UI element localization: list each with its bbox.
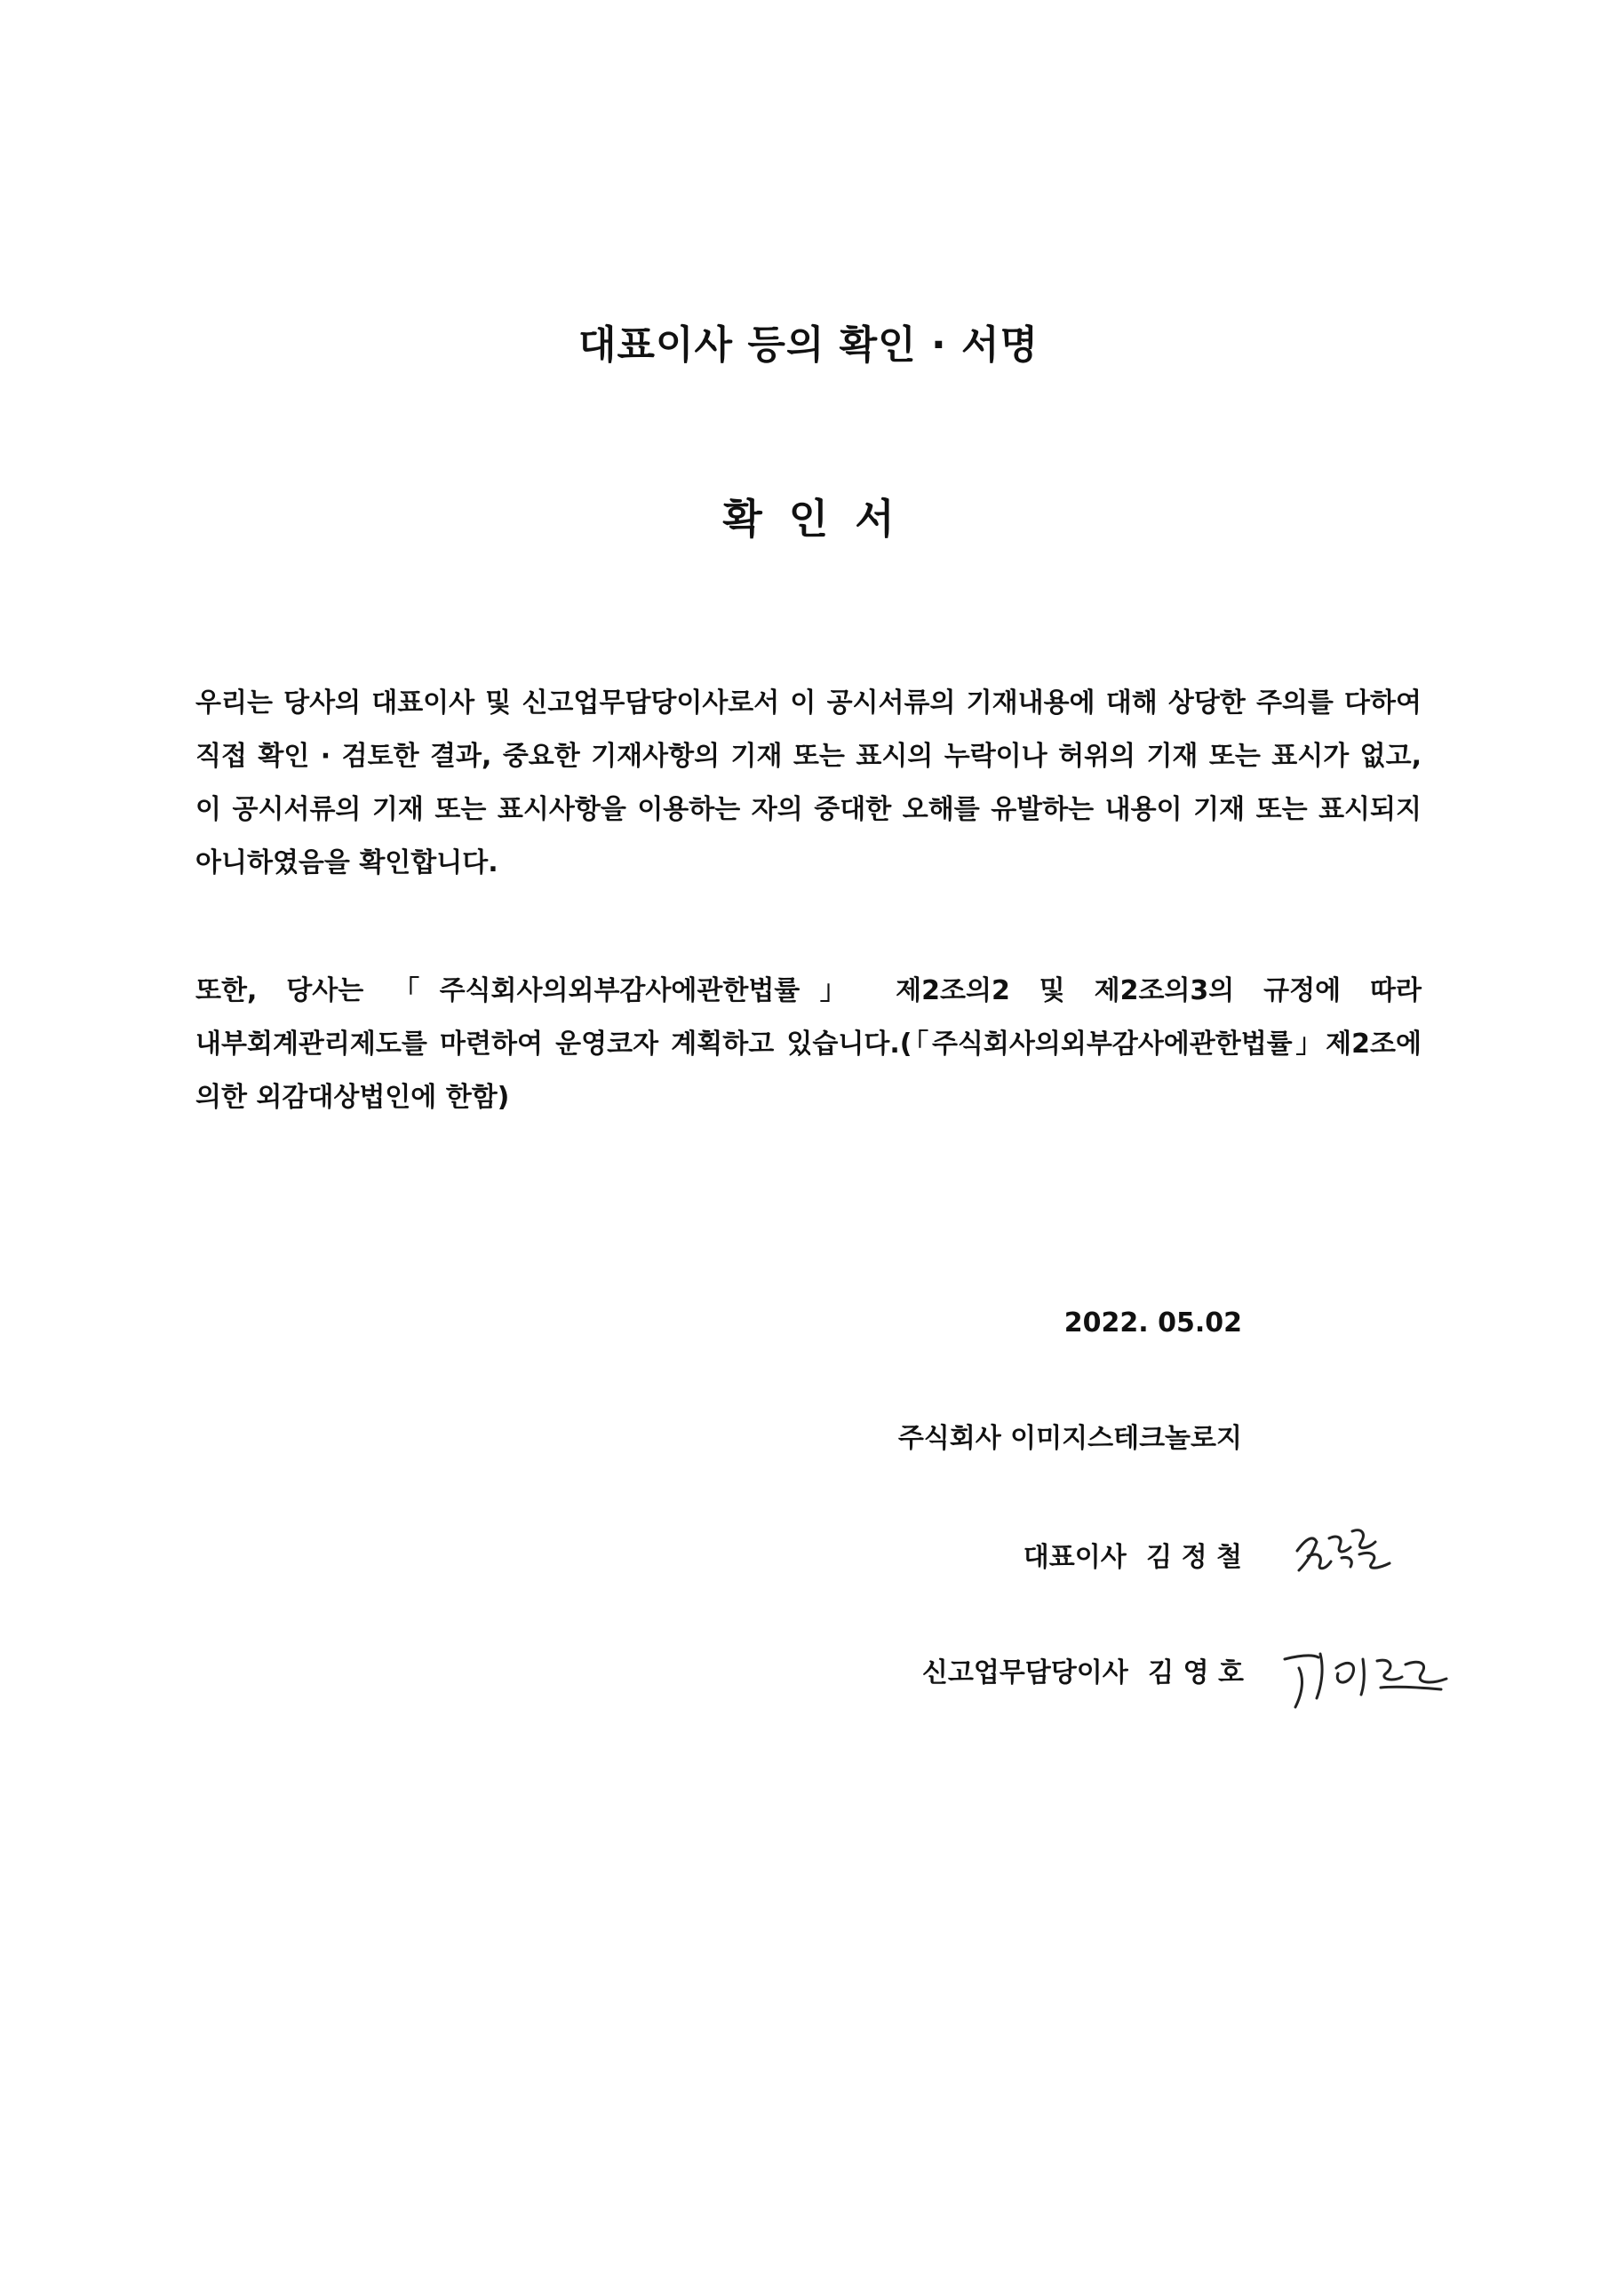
- internal-control-paragraph: 또한, 당사는 「주식회사의외부감사에관한법률」 제2조의2 및 제2조의3의 규정에 따라 내부회계관리제도를 마련하여 운영코자 계획하고 있습니다.(「주식회사의외부감사에관한법률」제2조에 의한 외감대상법인에 한함): [195, 975, 1422, 1113]
- officer-signature: [1272, 1633, 1459, 1718]
- ceo-title: 대표이사: [1023, 1542, 1127, 1573]
- officer-title: 신고업무담당이사: [921, 1657, 1128, 1688]
- ceo-name: 김 정 철: [1146, 1542, 1242, 1573]
- ceo-signer-line: [1024, 1535, 1242, 1574]
- company-name: 주식회사 이미지스테크놀로지: [897, 1423, 1242, 1454]
- document-title: 확 인 서: [722, 495, 895, 543]
- officer-signer-line: [922, 1650, 1244, 1689]
- page-title: 대표이사 등의 확인 · 서명: [578, 322, 1040, 368]
- officer-name: 김 영 호: [1148, 1657, 1244, 1688]
- confirmation-paragraph: 우리는 당사의 대표이사 및 신고업무담당이사로서 이 공시서류의 기재내용에 대해 상당한 주의를 다하여 직접 확인 · 검토한 결과, 중요한 기재사항의 기재 또는 표시의 누락이나 허위의 기재 또는 표시가 없고, 이 공시서류의 기재 또는 표시사항을 이용하는 자의 중대한 오해를 유발하는 내용이 기재 또는 표시되지 아니하였음을 확인합니다.: [195, 687, 1422, 878]
- document-date: 2022. 05.02: [1063, 1307, 1242, 1339]
- ceo-signature: [1290, 1512, 1397, 1583]
